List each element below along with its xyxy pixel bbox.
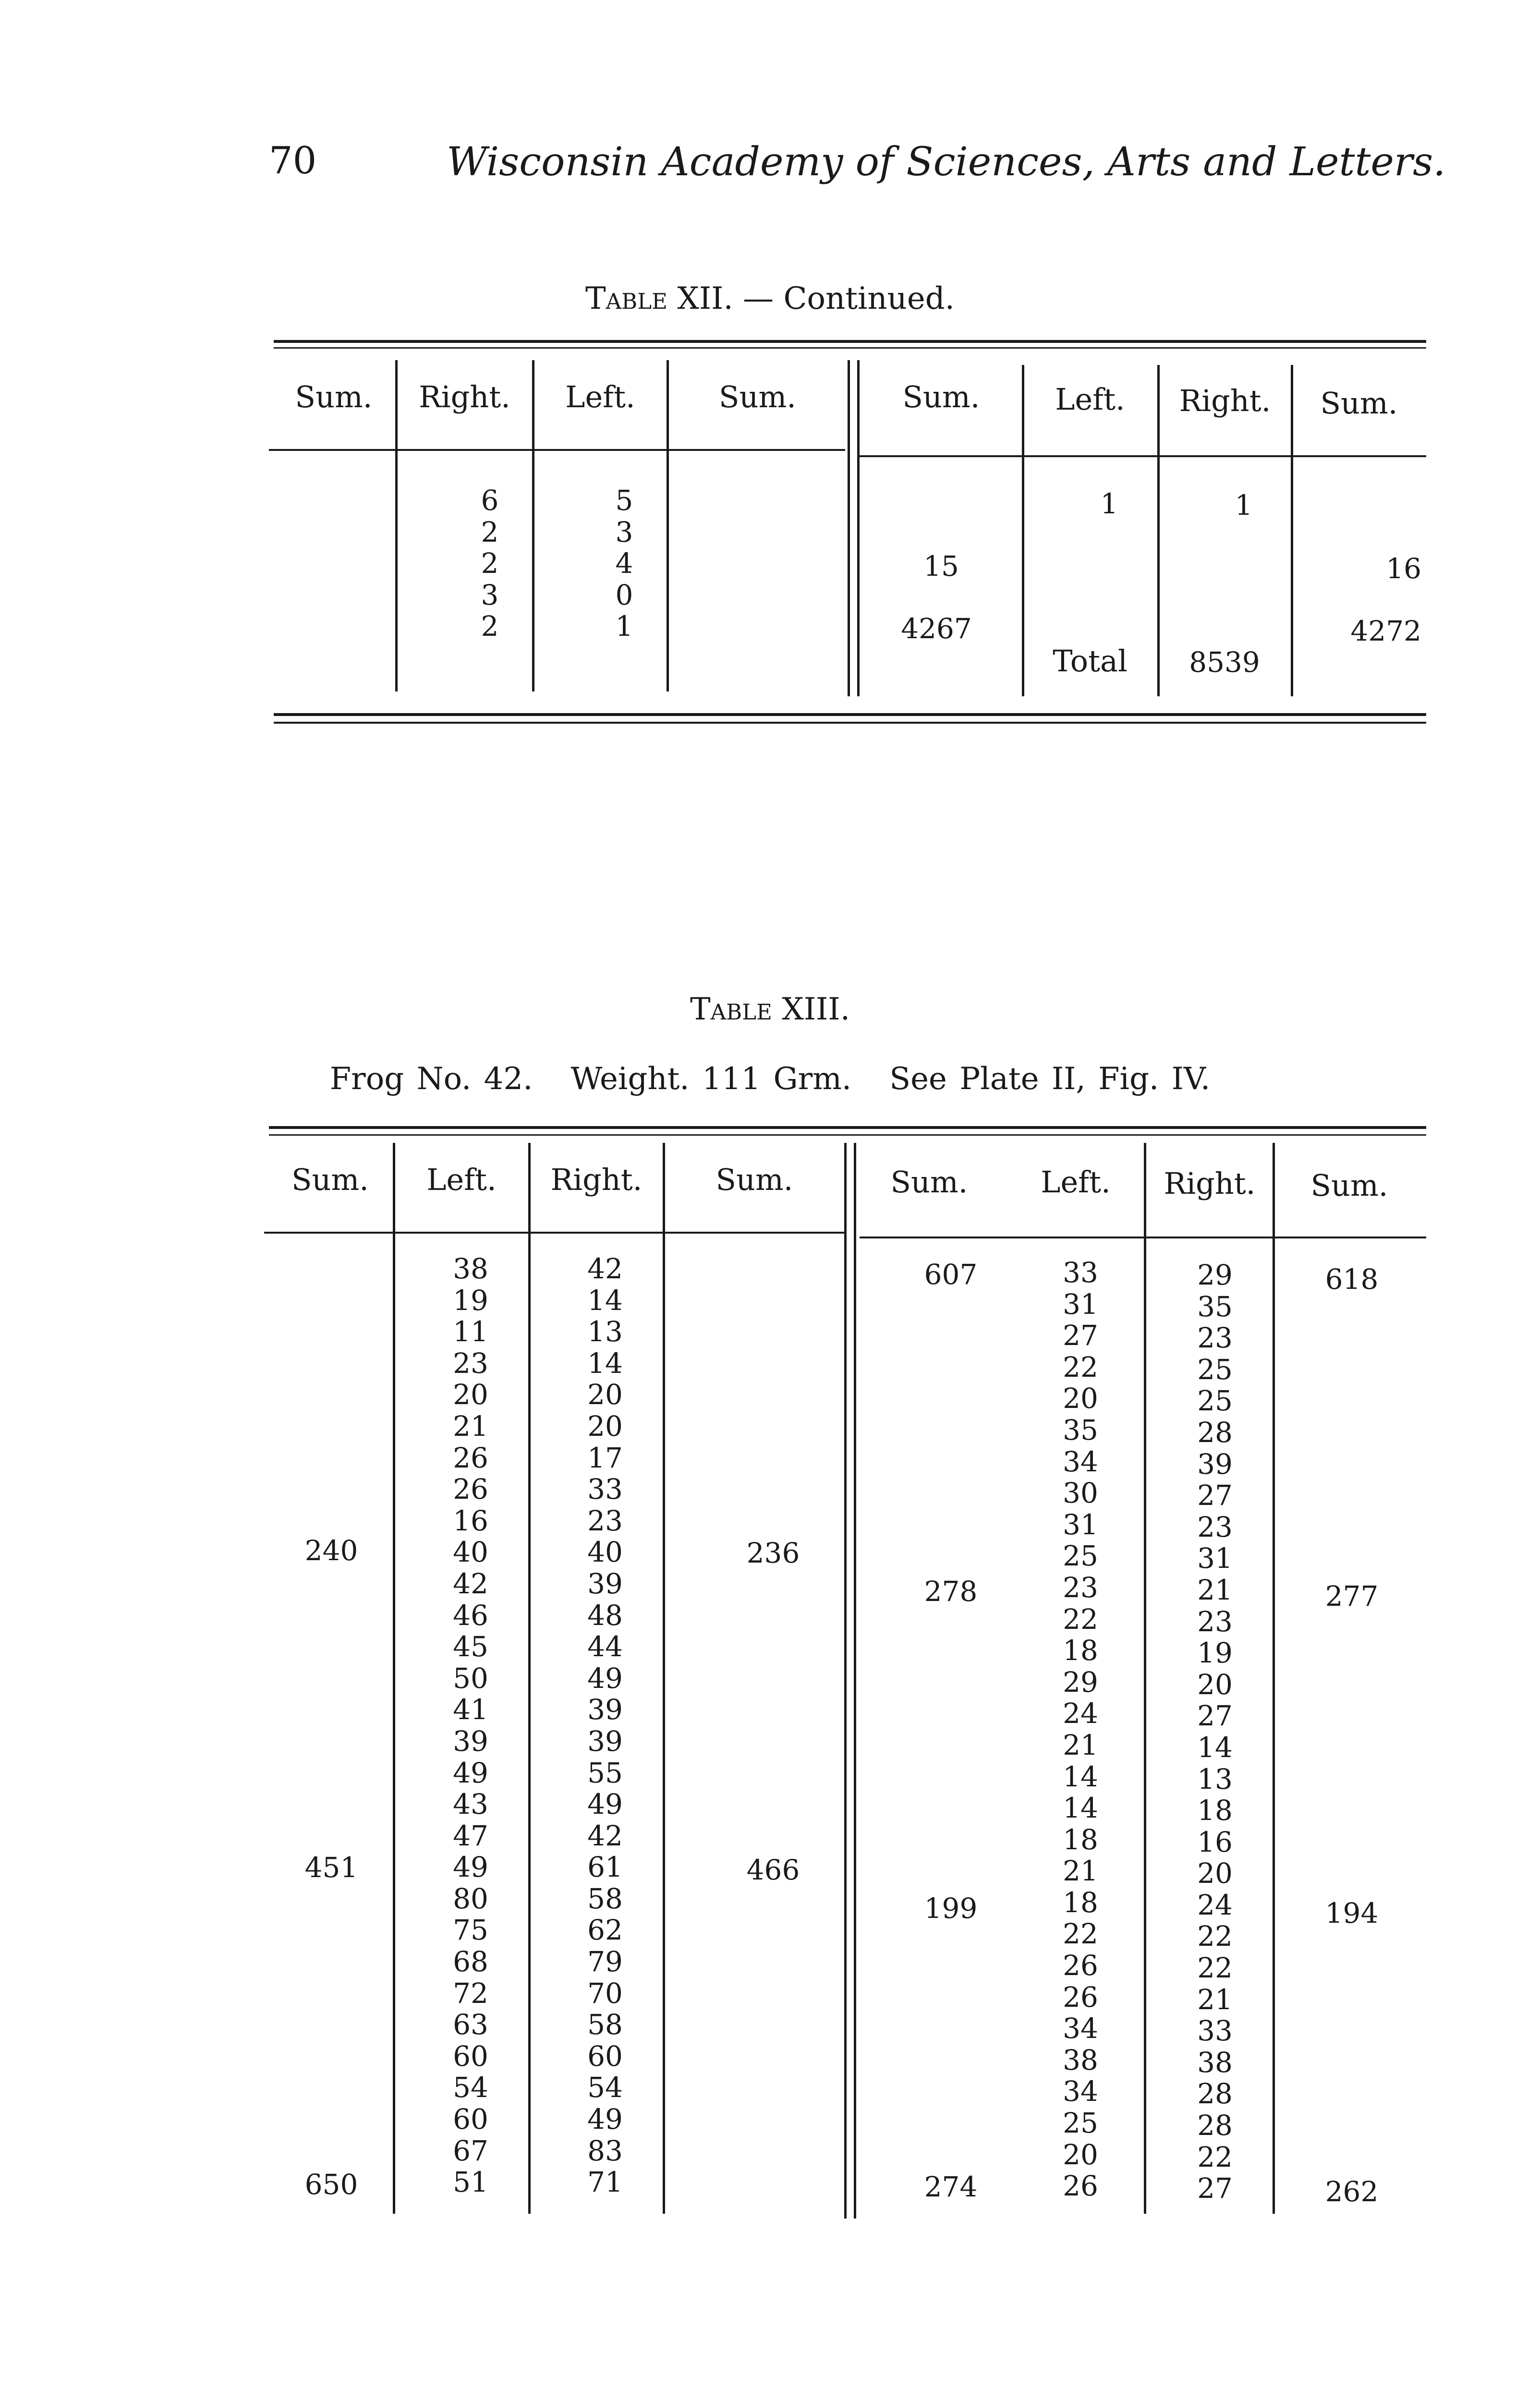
table12-bottom-rule	[274, 713, 1426, 716]
table13-cell: 31	[1063, 1508, 1098, 1541]
table13-cell: 19	[453, 1284, 488, 1317]
table13-cell: 67	[453, 2134, 488, 2167]
table13-cell: 17	[587, 1441, 623, 1474]
table13-cell: 61	[587, 1851, 623, 1884]
table13-cell: 16	[1197, 1825, 1233, 1858]
table13-caption-label: Table XIII.	[690, 992, 850, 1027]
table13-cell: 39	[587, 1724, 623, 1758]
table12-vrule-1	[395, 360, 398, 691]
table13-cell: 29	[1063, 1665, 1098, 1698]
table12-header-sum-2: Sum.	[719, 379, 796, 414]
table13-header-sum-2: Sum.	[715, 1162, 793, 1197]
table13-cell: 22	[1063, 1602, 1098, 1636]
table13-cell: 54	[453, 2071, 488, 2104]
table13-cell: 25	[1063, 2107, 1098, 2140]
table13-cell: 14	[1063, 1760, 1098, 1793]
table12-top-rule	[274, 340, 1426, 343]
table12-right1-column	[461, 485, 519, 643]
table12-vrule-4b	[857, 360, 860, 696]
table13-left2-column	[1042, 1257, 1119, 2202]
table12-total-value: 8539	[1189, 646, 1260, 679]
running-title: Wisconsin Academy of Sciences, Arts and Letters.	[447, 139, 1446, 185]
table13-cell: 43	[453, 1788, 488, 1821]
table13-cell: 83	[587, 2134, 623, 2167]
table13-cell: 50	[453, 1661, 488, 1695]
table13-cell: 39	[587, 1567, 623, 1600]
table13-cell: 63	[453, 2008, 488, 2041]
table13-cell: 23	[453, 1346, 488, 1380]
table13-cell: 75	[453, 1914, 488, 1947]
table13-cell: 34	[1063, 1445, 1098, 1478]
table13-cell: 16	[453, 1504, 488, 1537]
table12-header-left-1: Left.	[565, 379, 635, 414]
table13-cell: 72	[453, 1977, 488, 2010]
table12-vrule-6	[1157, 365, 1160, 696]
table12-right1-cell: 2	[481, 515, 499, 548]
table13-cell: 22	[1197, 1920, 1233, 1953]
table13-top-rule	[269, 1126, 1426, 1129]
table12-header-left-2: Left.	[1055, 382, 1125, 417]
table13-sum3-cell: 278	[924, 1575, 978, 1608]
table13-cell: 51	[453, 2166, 488, 2199]
table12-sum3-b: 4267	[901, 612, 972, 645]
table13-cell: 22	[1063, 1917, 1098, 1951]
table13-sum4-cell: 618	[1325, 1263, 1379, 1296]
table13-cell: 27	[1197, 1479, 1233, 1512]
table13-cell: 22	[1197, 2140, 1233, 2173]
table13-cell: 45	[453, 1630, 488, 1663]
table13-cell: 49	[587, 1661, 623, 1695]
table13-header-left-2: Left.	[1041, 1164, 1111, 1200]
table12-vrule-5	[1022, 365, 1024, 696]
table13-cell: 27	[1197, 2172, 1233, 2205]
table13-cell: 21	[1063, 1855, 1098, 1888]
table13-header-rule-left	[264, 1232, 845, 1234]
table12-left1-cell: 0	[615, 578, 633, 611]
table13-sum2-cell: 236	[746, 1537, 800, 1569]
table12-header-rule-right	[860, 455, 1426, 457]
table13-cell: 58	[587, 2008, 623, 2041]
table12-vrule-7	[1291, 365, 1293, 696]
table13-cell: 42	[587, 1252, 623, 1285]
table13-sum3-cell: 274	[924, 2171, 978, 2203]
table13-header-rule-right	[860, 1237, 1426, 1238]
table13-sum3-cell: 607	[924, 1258, 978, 1291]
table13-cell: 20	[1063, 1382, 1098, 1415]
table13-header-right-1: Right.	[550, 1162, 643, 1197]
table13-sum1-cell: 240	[304, 1534, 358, 1567]
table12-sum4-a: 16	[1386, 552, 1421, 585]
table13-cell: 14	[1063, 1792, 1098, 1825]
table13-header-left-1: Left.	[426, 1162, 497, 1197]
table13-cell: 38	[1063, 2043, 1098, 2076]
table13-cell: 28	[1197, 2077, 1233, 2110]
table13-cell: 28	[1197, 1416, 1233, 1449]
table13-cell: 26	[1063, 2170, 1098, 2203]
table13-cell: 60	[453, 2103, 488, 2136]
table13-right2-column	[1176, 1260, 1253, 2205]
table12-bottom-rule-thin	[274, 722, 1426, 724]
table13-cell: 31	[1197, 1542, 1233, 1575]
table13-cell: 48	[587, 1599, 623, 1632]
table13-sum2-cell: 466	[746, 1854, 800, 1886]
table13-cell: 25	[1197, 1353, 1233, 1386]
table13-header-sum-1: Sum.	[291, 1162, 369, 1197]
table13-cell: 26	[1063, 1949, 1098, 1982]
table12-total-label: Total	[1053, 643, 1128, 679]
table13-sum1-cell: 650	[304, 2168, 358, 2201]
table13-cell: 41	[453, 1693, 488, 1726]
table13-vrule-4b	[854, 1143, 856, 2219]
table13-cell: 55	[587, 1756, 623, 1789]
table12-header-rule-left	[269, 449, 845, 451]
table13-sum3-cell: 199	[924, 1892, 978, 1925]
table12-sum4-b: 4272	[1350, 615, 1421, 647]
table12-vrule-2	[532, 360, 534, 691]
table13-cell: 20	[1197, 1857, 1233, 1890]
table13-header-sum-4: Sum.	[1310, 1168, 1388, 1203]
table13-cell: 62	[587, 1914, 623, 1947]
table13-sum4-cell: 194	[1325, 1897, 1379, 1929]
table13-cell: 25	[1197, 1384, 1233, 1418]
table13-cell: 33	[1197, 2014, 1233, 2048]
table13-vrule-6	[1273, 1143, 1275, 2214]
table13-cell: 49	[587, 2103, 623, 2136]
table13-cell: 14	[587, 1284, 623, 1317]
table12-header-right-2: Right.	[1179, 383, 1271, 418]
table13-cell: 38	[453, 1252, 488, 1285]
table13-cell: 20	[587, 1378, 623, 1411]
table13-cell: 49	[453, 1756, 488, 1789]
table12-left1-cell: 4	[615, 547, 633, 580]
table13-right1-column	[567, 1253, 643, 2198]
table12-header-sum-3: Sum.	[902, 379, 980, 414]
table12-caption-rest: — Continued.	[733, 281, 955, 316]
table13-cell: 33	[1063, 1256, 1098, 1289]
table13-cell: 23	[1063, 1571, 1098, 1604]
table13-caption	[0, 992, 1540, 1027]
table13-cell: 42	[587, 1819, 623, 1852]
table13-cell: 20	[1063, 2138, 1098, 2171]
table13-cell: 44	[587, 1630, 623, 1663]
table13-sum4-cell: 262	[1325, 2175, 1379, 2208]
table12-right1-cell: 3	[481, 578, 499, 611]
table12-left1-cell: 3	[615, 515, 633, 548]
table13-cell: 54	[587, 2071, 623, 2104]
table13-cell: 23	[587, 1504, 623, 1537]
table13-cell: 14	[1197, 1731, 1233, 1764]
table13-sum4-cell: 277	[1325, 1580, 1379, 1613]
table13-cell: 28	[1197, 2109, 1233, 2142]
table13-header-right-2: Right.	[1164, 1166, 1256, 1201]
table13-cell: 20	[587, 1409, 623, 1443]
table12-right2: 1	[1235, 489, 1253, 521]
table12-header-right-1: Right.	[419, 379, 510, 414]
table12-caption	[0, 281, 1540, 316]
table13-cell: 23	[1197, 1510, 1233, 1543]
table13-cell: 42	[453, 1567, 488, 1600]
table13-cell: 38	[1197, 2046, 1233, 2079]
table13-cell: 31	[1063, 1287, 1098, 1321]
table13-cell: 26	[453, 1473, 488, 1506]
table13-cell: 49	[453, 1851, 488, 1884]
table13-cell: 20	[453, 1378, 488, 1411]
table12-left1-cell: 1	[615, 610, 633, 643]
table13-cell: 13	[1197, 1762, 1233, 1795]
table12-right1-cell: 2	[481, 547, 499, 580]
table13-header-sum-3: Sum.	[890, 1164, 968, 1200]
table13-cell: 47	[453, 1819, 488, 1852]
table13-cell: 35	[1197, 1290, 1233, 1323]
table13-vrule-4a	[844, 1143, 847, 2219]
table13-cell: 70	[587, 1977, 623, 2010]
table12-sum3-a: 15	[923, 550, 959, 582]
table13-cell: 30	[1063, 1477, 1098, 1510]
table13-cell: 79	[587, 1945, 623, 1978]
table13-left1-column	[432, 1253, 509, 2198]
table13-cell: 40	[453, 1536, 488, 1569]
table12-left1-cell: 5	[615, 484, 633, 517]
table13-cell: 18	[1063, 1634, 1098, 1667]
table13-cell: 27	[1197, 1699, 1233, 1733]
table12-right1-cell: 2	[481, 610, 499, 643]
table13-cell: 49	[587, 1788, 623, 1821]
table13-cell: 40	[587, 1536, 623, 1569]
table13-sum1-cell: 451	[304, 1851, 358, 1884]
table13-cell: 18	[1063, 1823, 1098, 1856]
table13-cell: 18	[1197, 1794, 1233, 1827]
table13-cell: 29	[1197, 1259, 1233, 1291]
table12-vrule-3	[667, 360, 669, 691]
table13-cell: 24	[1197, 1888, 1233, 1921]
table12-caption-label: Table XII.	[585, 281, 733, 316]
table13-cell: 34	[1063, 2012, 1098, 2045]
table13-cell: 33	[587, 1473, 623, 1506]
table13-cell: 22	[1063, 1350, 1098, 1383]
table13-cell: 23	[1197, 1605, 1233, 1638]
table13-cell: 46	[453, 1599, 488, 1632]
table13-cell: 14	[587, 1346, 623, 1380]
table13-cell: 20	[1197, 1668, 1233, 1701]
table13-cell: 24	[1063, 1697, 1098, 1730]
table12-header-sum-1: Sum.	[295, 379, 373, 414]
table13-cell: 21	[1063, 1728, 1098, 1761]
table12-vrule-4a	[848, 360, 850, 696]
table13-cell: 39	[453, 1724, 488, 1758]
table13-cell: 21	[1197, 1983, 1233, 2016]
page-number: 70	[269, 139, 317, 182]
table13-vrule-3	[663, 1143, 665, 2214]
table13-cell: 26	[453, 1441, 488, 1474]
table13-cell: 60	[587, 2039, 623, 2073]
table13-cell: 25	[1063, 1540, 1098, 1573]
table13-cell: 35	[1063, 1413, 1098, 1446]
table13-cell: 27	[1063, 1319, 1098, 1352]
table13-cell: 39	[1197, 1447, 1233, 1480]
table13-vrule-1	[393, 1143, 395, 2214]
table13-cell: 26	[1063, 1980, 1098, 2013]
table13-vrule-2	[528, 1143, 531, 2214]
table13-cell: 11	[453, 1315, 488, 1348]
table12-left2: 1	[1100, 487, 1118, 520]
table13-subcaption: Frog No. 42. Weight. 111 Grm. See Plate II, Fig. IV.	[329, 1061, 1211, 1097]
table12-right1-cell: 6	[481, 484, 499, 517]
table13-cell: 21	[1197, 1573, 1233, 1606]
table13-cell: 39	[587, 1693, 623, 1726]
table12-left1-column	[595, 485, 653, 643]
table13-vrule-5	[1144, 1143, 1146, 2214]
table13-cell: 68	[453, 1945, 488, 1978]
table13-cell: 34	[1063, 2075, 1098, 2108]
table13-cell: 58	[587, 1882, 623, 1915]
table13-cell: 22	[1197, 1952, 1233, 1985]
table13-cell: 21	[453, 1409, 488, 1443]
table13-cell: 13	[587, 1315, 623, 1348]
table13-top-rule-thin	[269, 1134, 1426, 1136]
table13-cell: 18	[1063, 1886, 1098, 1919]
table12-top-rule-thin	[274, 347, 1426, 349]
table12-header-sum-4: Sum.	[1320, 386, 1398, 421]
table13-cell: 71	[587, 2166, 623, 2199]
table13-cell: 60	[453, 2039, 488, 2073]
table13-cell: 23	[1197, 1322, 1233, 1355]
table13-cell: 80	[453, 1882, 488, 1915]
table13-cell: 19	[1197, 1637, 1233, 1670]
